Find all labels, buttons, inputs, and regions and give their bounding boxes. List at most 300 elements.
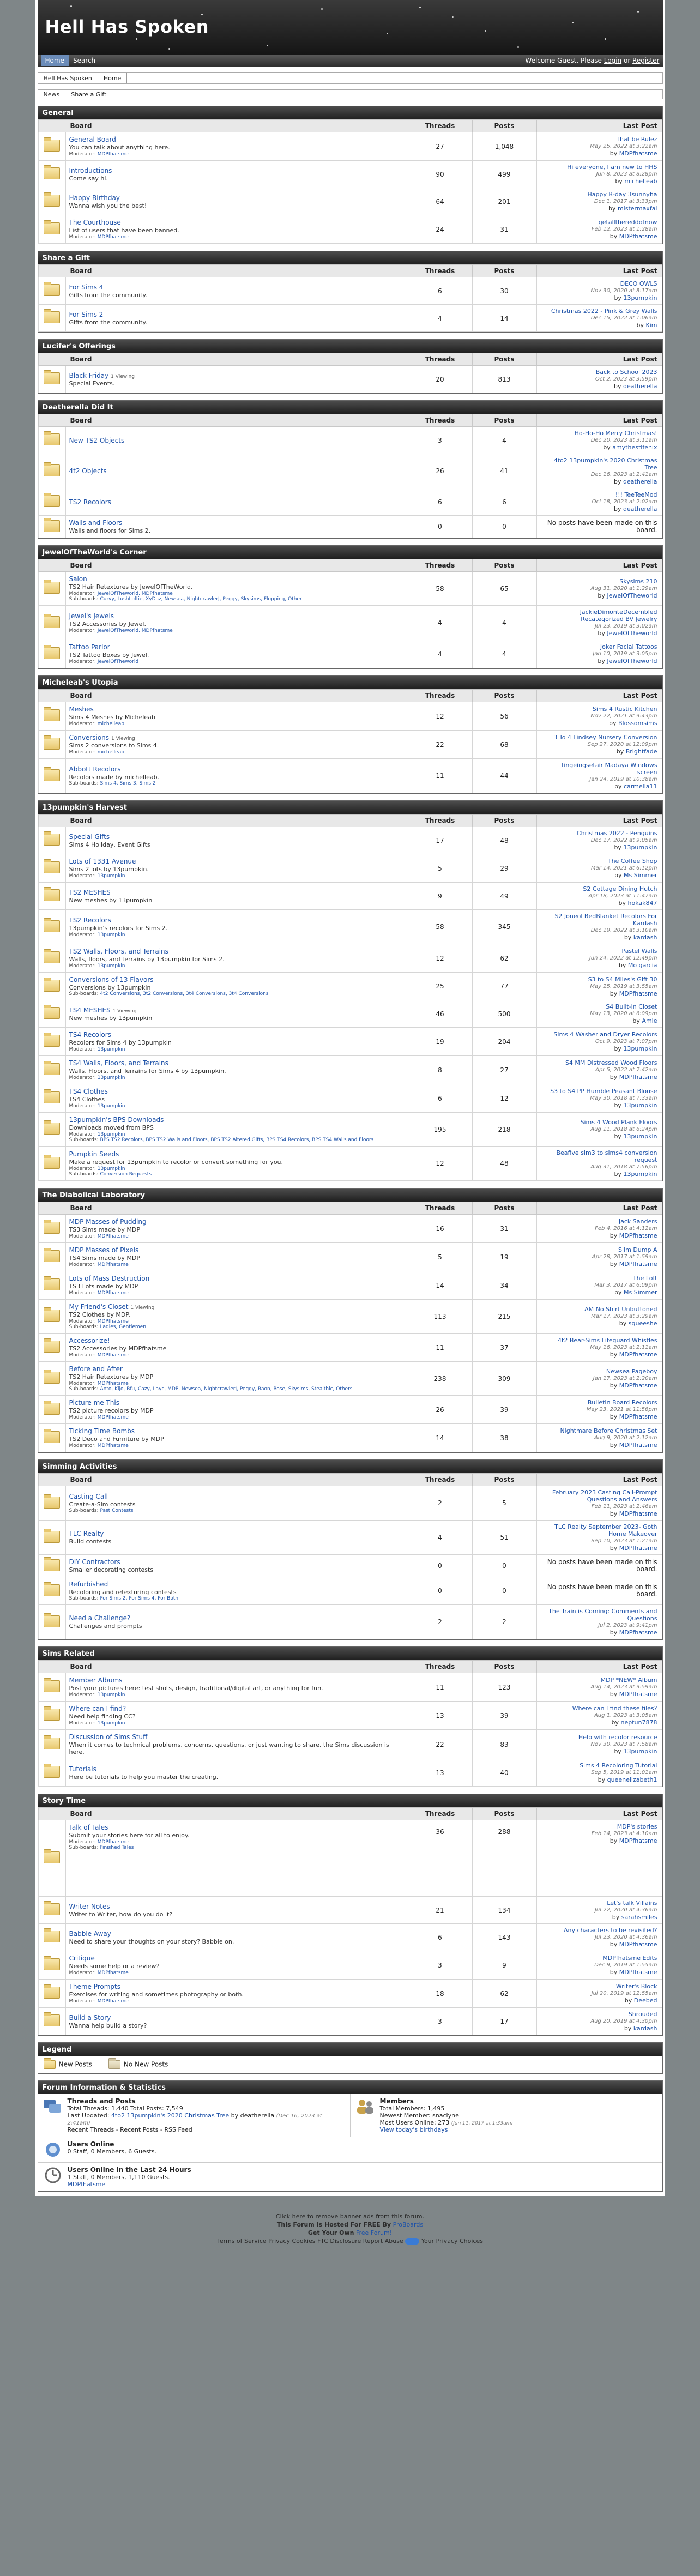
last-post-author[interactable]: JewelOfTheworld	[607, 630, 657, 637]
last-post-title[interactable]: Beafive sim3 to sims4 conversion request	[556, 1149, 657, 1163]
last-post-date: Feb 12, 2023 at 1:28am	[591, 226, 657, 232]
last-post-author[interactable]: michelleab	[624, 178, 657, 185]
moderator-link[interactable]: 13pumpkin	[97, 932, 125, 938]
last-post-title[interactable]: Jack Sanders	[618, 1218, 657, 1225]
last-post-author[interactable]: amythestlfenix	[612, 444, 657, 451]
post-count: 6	[472, 488, 536, 516]
last-post-date: Oct 9, 2023 at 7:07pm	[595, 1039, 657, 1045]
last-post-author[interactable]: squeeshe	[628, 1320, 657, 1327]
last-post-author[interactable]: MDPfhatsme	[619, 1941, 657, 1948]
last-post-title[interactable]: Where can I find these files?	[572, 1705, 657, 1712]
last-post-author[interactable]: mistermaxfal	[617, 205, 657, 212]
moderator-link[interactable]: 13pumpkin	[97, 1132, 125, 1137]
last-post-title[interactable]: Pastel Walls	[621, 948, 657, 955]
last-post-author[interactable]: MDPfhatsme	[619, 1232, 657, 1239]
or-text: or	[623, 57, 631, 64]
last-post-title[interactable]: Sims 4 Wood Plank Floors	[580, 1119, 657, 1126]
board-link[interactable]: Babble Away	[69, 1929, 111, 1938]
board-link[interactable]: For Sims 2	[69, 310, 104, 318]
moderator-link[interactable]: 13pumpkin	[97, 1075, 125, 1081]
register-link[interactable]: Register	[632, 57, 660, 64]
board-link[interactable]: Tutorials	[69, 1765, 96, 1773]
board-link[interactable]: Lots of Mass Destruction	[69, 1275, 150, 1282]
last-post-author[interactable]: Blossomsims	[618, 720, 657, 727]
last-post-author[interactable]: MDPfhatsme	[619, 1691, 657, 1698]
last-post-title[interactable]: S3 to S4 Miles's Gift 30	[588, 975, 657, 983]
sub-board-links[interactable]: Ladies, Gentlemen	[100, 1324, 146, 1330]
moderator-link[interactable]: 13pumpkin	[97, 1721, 125, 1726]
last-post	[536, 1897, 662, 1924]
last-post-title[interactable]: !!! TeeTeeMod	[615, 491, 657, 498]
last-post-title[interactable]: Help with recolor resource	[578, 1734, 657, 1741]
last-post-author[interactable]: JewelOfTheworld	[607, 657, 657, 665]
board-status	[38, 488, 65, 516]
moderator-link[interactable]: MDPfhatsme	[97, 1262, 129, 1268]
users-24-member[interactable]: MDPfhatsme	[67, 2181, 106, 2188]
thread-count: 6	[408, 1924, 472, 1951]
last-post-author[interactable]: 13pumpkin	[623, 294, 657, 301]
board-link[interactable]: DIY Contractors	[69, 1558, 120, 1566]
last-post-title[interactable]: February 2023 Casting Call-Prompt Questions and Answers	[552, 1489, 657, 1503]
category-title[interactable]: JewelOfTheWorld's Corner	[38, 546, 662, 559]
moderator-link[interactable]: 13pumpkin	[97, 963, 125, 969]
board-link[interactable]: TS4 MESHES	[69, 1006, 111, 1014]
board-link[interactable]: TS2 Walls, Floors, and Terrains	[69, 948, 168, 955]
board-status	[38, 827, 65, 854]
board-link[interactable]: Picture me This	[69, 1399, 119, 1407]
board-link[interactable]: Talk of Tales	[69, 1824, 108, 1831]
last-post-title[interactable]: Sims 4 Recoloring Tutorial	[580, 1762, 657, 1769]
moderator-link[interactable]: michelleab	[97, 721, 124, 727]
board-row	[38, 854, 662, 883]
board-link[interactable]: TLC Realty	[69, 1530, 104, 1537]
last-post-author[interactable]: JewelOfTheworld	[607, 592, 657, 599]
board-link[interactable]: TS4 Recolors	[69, 1031, 111, 1039]
last-post-title[interactable]: Hi everyone, I am new to HHS	[567, 164, 657, 171]
col-board: Board	[38, 1808, 408, 1820]
last-post-author-line: by MDPfhatsme	[610, 1351, 657, 1358]
last-post-title[interactable]: Sims 4 Washer and Dryer Recolors	[553, 1031, 657, 1038]
last-post-author[interactable]: MDPfhatsme	[619, 1382, 657, 1389]
last-post-date: Sep 10, 2023 at 1:21am	[591, 1538, 657, 1544]
board-link[interactable]: Writer Notes	[69, 1902, 110, 1910]
last-post-title[interactable]: Writer's Block	[615, 1983, 657, 1990]
post-count: 218	[472, 1113, 536, 1147]
board-link[interactable]: Refurbished	[69, 1580, 108, 1588]
recent-links[interactable]: Recent Threads - Recent Posts - RSS Feed	[67, 2126, 192, 2133]
board-link[interactable]: Introductions	[69, 166, 112, 174]
folder-icon	[44, 1123, 60, 1135]
board-link[interactable]: MDP Masses of Pudding	[69, 1218, 147, 1226]
sub-board-links[interactable]: BPS TS2 Recolors, BPS TS2 Walls and Floors, BPS TS2 Altered Gifts, BPS TS4 Recolors, BPS TS4 Walls and Floors	[100, 1137, 374, 1143]
board-link[interactable]: TS4 Clothes	[69, 1088, 108, 1095]
last-post-title[interactable]: Let's talk Villains	[607, 1899, 657, 1907]
board-link[interactable]: My Friend's Closet	[69, 1303, 129, 1311]
last-post-date: Aug 1, 2023 at 3:05am	[594, 1712, 657, 1718]
folder-icon	[44, 1278, 60, 1290]
last-post-author[interactable]: MDPfhatsme	[619, 1073, 657, 1081]
board-moderators: Moderator: michelleab	[69, 721, 124, 727]
last-post-title[interactable]: S4 MM Distressed Wood Floors	[565, 1059, 657, 1066]
last-post-author[interactable]: sarahsmiles	[621, 1914, 657, 1921]
board-link[interactable]: For Sims 4	[69, 283, 104, 291]
board-description: New meshes by 13pumpkin	[69, 896, 153, 904]
sub-board-links[interactable]: 4t2 Conversions, 3t2 Conversions, 3t4 Conversions, 3t4 Conversions	[100, 991, 269, 997]
board-name-line	[69, 2014, 405, 2022]
last-post-title[interactable]: 3 To 4 Lindsey Nursery Conversion	[553, 734, 657, 741]
board-moderators: Moderator: michelleab	[69, 750, 124, 755]
last-post-author[interactable]: Ms Simmer	[624, 872, 657, 879]
last-post-author[interactable]: 13pumpkin	[623, 1171, 657, 1178]
last-post-title[interactable]: JackieDimonteDecembled Recategorized BV Jewelry	[580, 608, 657, 623]
category-title[interactable]: Story Time	[38, 1794, 662, 1807]
last-post-date: May 13, 2020 at 6:09pm	[590, 1011, 657, 1017]
board-link[interactable]: TS4 Walls, Floors, and Terrains	[69, 1059, 168, 1067]
sub-board-links[interactable]: Conversion Requests	[100, 1171, 152, 1177]
board-table	[38, 264, 662, 332]
breadcrumb-item[interactable]: Home	[98, 73, 127, 83]
board-link[interactable]: TS2 Recolors	[69, 498, 111, 506]
moderator-link[interactable]: MDPfhatsme	[97, 1443, 129, 1449]
moderator-link[interactable]: 13pumpkin	[97, 873, 125, 879]
last-post	[536, 215, 662, 244]
last-post-title[interactable]: 4t2 Bear-Sims Lifeguard Whistles	[558, 1337, 657, 1344]
last-post-title[interactable]: Christmas 2022 - Pink & Grey Walls	[551, 307, 657, 315]
last-post-title[interactable]: Any characters to be revisited?	[564, 1927, 657, 1934]
last-post-title[interactable]: S3 to S4 PP Humble Peasant Blouse	[550, 1088, 657, 1095]
board-name-line	[69, 1427, 405, 1435]
nav-home[interactable]: Home	[41, 55, 69, 66]
category-title[interactable]: Deatherella Did It	[38, 401, 662, 414]
board-link[interactable]: Need a Challenge?	[69, 1614, 131, 1622]
board-description: TS4 Clothes	[69, 1096, 105, 1103]
last-post-author[interactable]: MDPfhatsme	[619, 1441, 657, 1449]
board-link[interactable]: Build a Story	[69, 2013, 111, 2022]
moderator-link[interactable]: 13pumpkin	[97, 1166, 125, 1172]
privacy-choices-link[interactable]: Your Privacy Choices	[421, 2237, 483, 2245]
board-link[interactable]: Happy Birthday	[69, 194, 120, 202]
last-post	[536, 188, 662, 215]
board-info	[65, 1215, 408, 1243]
legend-title: Legend	[38, 2043, 662, 2056]
board-link[interactable]: Accessorize!	[69, 1337, 110, 1344]
last-post	[536, 1730, 662, 1759]
last-post-title[interactable]: Christmas 2022 - Penguins	[576, 830, 657, 837]
moderator-link[interactable]: MDPfhatsme	[97, 1999, 129, 2004]
table-header-row	[38, 559, 662, 572]
board-link[interactable]: Abbott Recolors	[69, 765, 121, 773]
moderator-link[interactable]: MDPfhatsme	[97, 1290, 129, 1296]
last-post-title[interactable]: Bulletin Board Recolors	[587, 1399, 657, 1406]
last-post-author[interactable]: queenelizabeth1	[607, 1776, 657, 1783]
last-post-title[interactable]: Tingeingsetair Madaya Windows screen	[560, 762, 657, 776]
category-title[interactable]: Lucifer's Offerings	[38, 340, 662, 353]
last-post-author[interactable]: MDPfhatsme	[619, 1545, 657, 1552]
members-newest[interactable]: Newest Member: snaclyne	[379, 2112, 459, 2119]
last-post-author[interactable]: MDPfhatsme	[619, 233, 657, 240]
board-name-line	[69, 1733, 405, 1741]
board-info	[65, 1759, 408, 1787]
moderator-link[interactable]: michelleab	[97, 750, 124, 755]
board-link[interactable]: Black Friday	[69, 371, 109, 379]
board-name-line	[69, 1493, 405, 1500]
moderator-link[interactable]: MDPfhatsme	[97, 1234, 129, 1239]
free-forum-link[interactable]: Free Forum!	[355, 2229, 393, 2236]
last-post-title[interactable]: Happy B-day 3sunnyfia	[587, 191, 657, 198]
last-post-title[interactable]: Slim Dump A	[618, 1246, 657, 1253]
board-link[interactable]: Special Gifts	[69, 832, 110, 841]
board-description: You can talk about anything here.	[69, 144, 170, 151]
board-link[interactable]: Conversions of 13 Flavors	[69, 976, 154, 984]
last-post-date: Feb 4, 2016 at 4:12am	[595, 1226, 657, 1232]
board-link[interactable]: New TS2 Objects	[69, 436, 125, 444]
moderator-link[interactable]: 13pumpkin	[97, 1692, 125, 1698]
col-threads: Threads	[408, 1474, 472, 1486]
board-link[interactable]: MDP Masses of Pixels	[69, 1246, 139, 1254]
board-row	[38, 1424, 662, 1452]
last-post-author[interactable]: Deebed	[633, 1997, 657, 2004]
last-post-author[interactable]: Amle	[642, 1017, 657, 1024]
moderator-link[interactable]: MDPfhatsme	[97, 1353, 129, 1358]
remove-banner-link[interactable]: Click here to remove banner ads from this forum.	[275, 2213, 425, 2220]
last-post-title[interactable]: 4to2 13pumpkin's 2020 Christmas Tree	[553, 457, 657, 471]
site-logo[interactable]: Hell Has Spoken	[45, 16, 209, 37]
board-moderators: Moderator: JewelOfTheworld, MDPfhatsme	[69, 628, 173, 634]
category-title[interactable]: Share a Gift	[38, 251, 662, 264]
category-title[interactable]: Micheleab's Utopia	[38, 676, 662, 689]
last-post-title[interactable]: Newsea Pageboy	[606, 1368, 657, 1375]
sub-board-links[interactable]: Finished Tales	[100, 1845, 134, 1850]
last-post-title[interactable]: That be Rulez	[616, 136, 657, 143]
last-post-title[interactable]: Ho-Ho-Ho Merry Christmas!	[574, 430, 657, 437]
board-description: TS2 Tattoo Boxes by Jewel.	[69, 651, 149, 659]
category-title[interactable]: Sims Related	[38, 1647, 662, 1660]
board-link[interactable]: General Board	[69, 136, 116, 143]
board-link[interactable]: Before and After	[69, 1365, 123, 1373]
board-info	[65, 1605, 408, 1639]
last-post-author[interactable]: hokak847	[627, 900, 657, 907]
sub-board-links[interactable]: Past Contests	[100, 1508, 134, 1513]
last-post-title[interactable]: The Coffee Shop	[607, 858, 657, 865]
last-post-title[interactable]: Nightmare Before Christmas Set	[560, 1427, 657, 1434]
post-count: 37	[472, 1334, 536, 1362]
star-decoration	[419, 7, 421, 8]
board-moderators: Moderator: 13pumpkin	[69, 1132, 125, 1137]
last-post-author[interactable]: carmella11	[624, 783, 657, 790]
col-posts: Posts	[472, 120, 536, 132]
board-description: Here be tutorials to help you master the creating.	[69, 1773, 219, 1781]
last-post-author[interactable]: Kim	[645, 322, 657, 329]
board-row	[38, 1334, 662, 1362]
last-post-author[interactable]: deatherella	[623, 478, 657, 485]
breadcrumb-item[interactable]: Hell Has Spoken	[38, 73, 98, 83]
thread-count: 25	[408, 973, 472, 1000]
last-post-author[interactable]: Brightfade	[625, 748, 657, 755]
last-post-title[interactable]: Back to School 2023	[595, 369, 657, 376]
last-post	[536, 1759, 662, 1787]
last-post-author[interactable]: Mo garcia	[627, 962, 657, 969]
board-link[interactable]: The Courthouse	[69, 219, 121, 226]
news-item[interactable]: Share a Gift	[65, 90, 112, 99]
last-post-author[interactable]: 13pumpkin	[623, 1102, 657, 1109]
last-post-title[interactable]: MDP *NEW* Album	[600, 1676, 657, 1684]
last-post-title[interactable]: AM No Shirt Unbuttoned	[584, 1306, 657, 1313]
last-post-author-line: by 13pumpkin	[614, 1133, 657, 1140]
last-post-author[interactable]: MDPfhatsme	[619, 1413, 657, 1420]
last-post-author[interactable]: MDPfhatsme	[619, 1510, 657, 1517]
last-post-title[interactable]: TLC Realty September 2023- Goth Home Makeover	[554, 1523, 657, 1537]
folder-icon	[44, 951, 60, 963]
last-post-author[interactable]: 13pumpkin	[623, 1045, 657, 1052]
post-count: 83	[472, 1730, 536, 1759]
last-post-author[interactable]: kardash	[633, 2025, 657, 2032]
board-link[interactable]: Salon	[69, 575, 87, 583]
last-post-author[interactable]: deatherella	[623, 505, 657, 512]
last-post-author[interactable]: 13pumpkin	[623, 1748, 657, 1755]
board-link[interactable]: Member Albums	[69, 1676, 123, 1684]
board-link[interactable]: Lots of 1331 Avenue	[69, 858, 136, 865]
board-row	[38, 640, 662, 668]
last-updated-link[interactable]: 4to2 13pumpkin's 2020 Christmas Tree	[111, 2112, 230, 2119]
last-post-author[interactable]: MDPfhatsme	[619, 1837, 657, 1844]
moderator-link[interactable]: MDPfhatsme	[97, 234, 129, 240]
sub-board-links[interactable]: Sims 4, Sims 3, Sims 2	[100, 781, 156, 786]
last-post	[536, 1362, 662, 1396]
sub-board-links[interactable]: Anto, Kijo, Bfu, Cazy, Layc, MDP, Newsea, NightcrawlerJ, Peggy, Raon, Rose, Skysims, Stealthic, Others	[100, 1386, 353, 1392]
board-info	[65, 488, 408, 516]
birthdays-link[interactable]: View today's birthdays	[379, 2126, 448, 2133]
board-link[interactable]: Conversions	[69, 734, 110, 741]
thread-count: 113	[408, 1300, 472, 1334]
board-description: Wanna help build a story?	[69, 2022, 147, 2029]
category-title[interactable]: 13pumpkin's Harvest	[38, 801, 662, 814]
board-description: TS3 Sims made by MDP	[69, 1226, 140, 1233]
moderator-link[interactable]: JewelOfTheworld, MDPfhatsme	[97, 591, 173, 596]
board-link[interactable]: Ticking Time Bombs	[69, 1427, 135, 1435]
moderator-link[interactable]: MDPfhatsme	[97, 1970, 129, 1976]
moderator-link[interactable]: JewelOfTheworld, MDPfhatsme	[97, 628, 173, 634]
last-post-title[interactable]: The Train is Coming: Comments and Questions	[548, 1608, 657, 1622]
category-title[interactable]: General	[38, 106, 662, 119]
last-post-author-line: by 13pumpkin	[614, 1748, 657, 1755]
login-link[interactable]: Login	[604, 57, 622, 64]
last-post-author[interactable]: 13pumpkin	[623, 1133, 657, 1140]
board-link[interactable]: TS2 Recolors	[69, 916, 111, 924]
last-post-author[interactable]: Ms Simmer	[624, 1289, 657, 1296]
sub-board-links[interactable]: Curvy, LushLoftie, XyDaz, Newsea, NightcrawlerJ, Peggy, Skysims, Flopping, Other	[100, 596, 302, 602]
board-name-line	[69, 1903, 405, 1910]
board-description: Submit your stories here for all to enjoy.	[69, 1832, 190, 1839]
last-post-author[interactable]: MDPfhatsme	[619, 1260, 657, 1268]
moderator-link[interactable]: MDPfhatsme	[97, 1839, 129, 1845]
board-link[interactable]: Critique	[69, 1954, 95, 1962]
last-post-title[interactable]: The Loft	[632, 1275, 657, 1282]
last-post-author[interactable]: MDPfhatsme	[619, 1351, 657, 1358]
moderator-link[interactable]: MDPfhatsme	[97, 152, 129, 157]
post-count: 31	[472, 215, 536, 244]
board-link[interactable]: Theme Prompts	[69, 1983, 121, 1990]
last-post-title[interactable]: Joker Facial Tattoos	[600, 643, 657, 650]
moderator-link[interactable]: MDPfhatsme	[97, 1381, 129, 1386]
last-post-title[interactable]: MDP's stories	[617, 1823, 657, 1830]
board-name-line	[69, 1059, 405, 1067]
post-count: 500	[472, 1000, 536, 1028]
moderator-link[interactable]: MDPfhatsme	[97, 1319, 129, 1324]
board-link[interactable]: TS2 MESHES	[69, 888, 111, 896]
board-link[interactable]: Meshes	[69, 705, 94, 713]
category-title[interactable]: Simming Activities	[38, 1460, 662, 1473]
board-link[interactable]: 13pumpkin's BPS Downloads	[69, 1116, 164, 1124]
board-link[interactable]: Casting Call	[69, 1493, 108, 1500]
last-post-author[interactable]: MDPfhatsme	[619, 150, 657, 157]
board-link[interactable]: Jewel's Jewels	[69, 612, 114, 620]
last-post-date: Oct 2, 2023 at 3:59pm	[595, 376, 657, 382]
board-row	[38, 1396, 662, 1424]
board-row	[38, 1113, 662, 1147]
board-info	[65, 944, 408, 973]
last-post-title[interactable]: MDPfhatsme Edits	[602, 1954, 657, 1962]
last-post-author-line: by deatherella	[614, 478, 657, 485]
board-status	[38, 161, 65, 188]
last-post	[536, 1028, 662, 1056]
board-link[interactable]: Tattoo Parlor	[69, 643, 110, 651]
last-post-author[interactable]: MDPfhatsme	[619, 1969, 657, 1976]
post-count: 0	[472, 516, 536, 538]
footer-links[interactable]: Terms of Service Privacy Cookies FTC Disclosure Report Abuse	[217, 2237, 403, 2245]
moderator-link[interactable]: MDPfhatsme	[97, 1415, 129, 1420]
last-post-title[interactable]: S2 Joneol BedBlanket Recolors For Kardash	[554, 913, 657, 927]
host-link[interactable]: ProBoards	[393, 2221, 424, 2228]
last-post-title[interactable]: S2 Cottage Dining Hutch	[583, 885, 657, 892]
last-post-author[interactable]: deatherella	[623, 383, 657, 390]
board-info	[65, 516, 408, 538]
nav-search[interactable]: Search	[73, 57, 96, 64]
board-row	[38, 215, 662, 244]
last-post-author[interactable]: MDPfhatsme	[619, 1629, 657, 1636]
folder-icon	[44, 1222, 60, 1234]
board-link[interactable]: Discussion of Sims Stuff	[69, 1733, 148, 1741]
category-title[interactable]: The Diabolical Laboratory	[38, 1189, 662, 1202]
moderator-link[interactable]: 13pumpkin	[97, 1047, 125, 1052]
moderator-link[interactable]: 13pumpkin	[97, 1103, 125, 1109]
last-post-title[interactable]: Skysims 210	[619, 578, 657, 585]
board-name-line	[69, 976, 405, 984]
folder-icon	[44, 980, 60, 992]
last-post-title[interactable]: Sims 4 Rustic Kitchen	[592, 705, 657, 713]
sub-board-links[interactable]: For Sims 2, For Sims 4, For Both	[100, 1596, 179, 1601]
last-post-author[interactable]: MDPfhatsme	[619, 990, 657, 997]
last-post-author[interactable]: kardash	[633, 934, 657, 941]
board-link[interactable]: Walls and Floors	[69, 519, 123, 527]
post-count: 201	[472, 188, 536, 215]
board-row	[38, 1243, 662, 1271]
thread-count: 9	[408, 883, 472, 910]
last-post-title[interactable]: Shrouded	[628, 2011, 657, 2018]
board-status	[38, 731, 65, 759]
last-post-author[interactable]: neptun7878	[620, 1719, 657, 1726]
board-status	[38, 1759, 65, 1787]
last-post-date: Aug 9, 2020 at 2:12am	[594, 1435, 657, 1441]
board-link[interactable]: Pumpkin Seeds	[69, 1150, 119, 1158]
moderator-link[interactable]: JewelOfTheworld	[97, 659, 139, 665]
folder-icon	[44, 1497, 60, 1509]
last-post-title[interactable]: getallthereddotnow	[598, 219, 657, 226]
last-post-author[interactable]: 13pumpkin	[623, 844, 657, 851]
board-link[interactable]: Where can I find?	[69, 1705, 126, 1712]
last-post-title[interactable]: DECO OWLS	[620, 280, 657, 287]
board-link[interactable]: 4t2 Objects	[69, 467, 107, 475]
last-post-title[interactable]: S4 Built-in Closet	[606, 1003, 657, 1010]
